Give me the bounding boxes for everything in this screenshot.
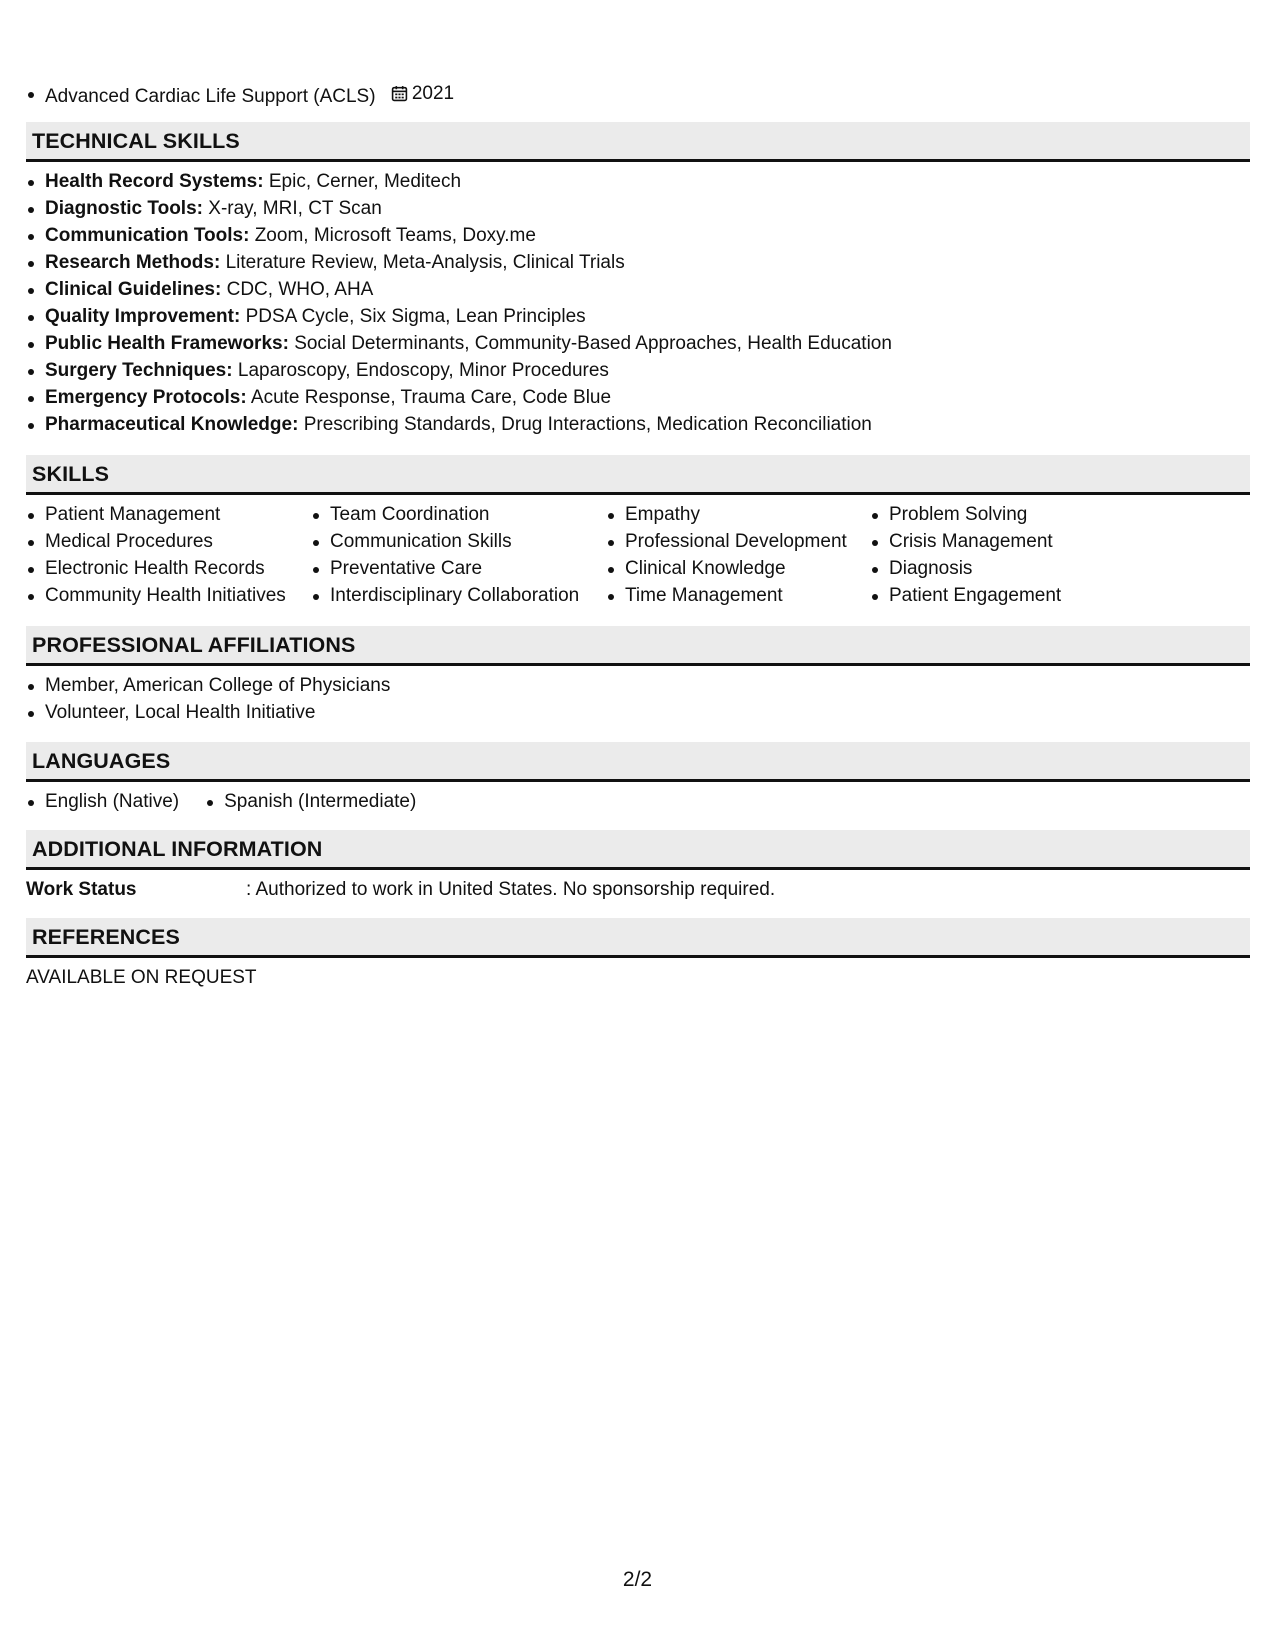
technical-skill-value: CDC, WHO, AHA bbox=[226, 279, 374, 300]
references-text: AVAILABLE ON REQUEST bbox=[26, 967, 257, 988]
affiliation-item: Member, American College of Physicians bbox=[26, 672, 1250, 699]
skill-item: Clinical Knowledge bbox=[606, 555, 870, 582]
languages-list bbox=[26, 788, 1250, 815]
technical-skill-item bbox=[26, 276, 1250, 303]
skill-item: Preventative Care bbox=[311, 555, 606, 582]
technical-skill-item bbox=[26, 222, 1250, 249]
skill-item: Professional Development bbox=[606, 528, 870, 555]
technical-skill-value: Zoom, Microsoft Teams, Doxy.me bbox=[254, 225, 536, 246]
technical-skills-section bbox=[26, 122, 1250, 438]
affiliation-item: Volunteer, Local Health Initiative bbox=[26, 699, 1250, 726]
technical-skill-item bbox=[26, 249, 1250, 276]
info-row-work-status bbox=[26, 876, 1250, 903]
section-title-skills: SKILLS bbox=[26, 455, 1250, 495]
skill-item: Crisis Management bbox=[870, 528, 1130, 555]
skill-item: Diagnosis bbox=[870, 555, 1130, 582]
skills-column bbox=[606, 501, 870, 609]
page-number: 2/2 bbox=[622, 1568, 653, 1591]
technical-skill-label: Emergency Protocols: bbox=[45, 387, 247, 408]
skill-item: Interdisciplinary Collaboration bbox=[311, 582, 606, 609]
certifications-list bbox=[26, 80, 454, 110]
skill-item: Electronic Health Records bbox=[26, 555, 311, 582]
skill-item: Problem Solving bbox=[870, 501, 1130, 528]
technical-skill-value: Laparoscopy, Endoscopy, Minor Procedures bbox=[237, 360, 609, 381]
affiliations-section bbox=[26, 626, 1250, 726]
skills-column bbox=[26, 501, 311, 609]
skill-item: Empathy bbox=[606, 501, 870, 528]
info-key: Work Status bbox=[26, 879, 137, 900]
certification-date bbox=[391, 80, 454, 107]
technical-skill-label: Communication Tools: bbox=[45, 225, 250, 246]
technical-skill-label: Public Health Frameworks: bbox=[45, 333, 289, 354]
section-title-technical-skills: TECHNICAL SKILLS bbox=[26, 122, 1250, 162]
languages-section bbox=[26, 742, 1250, 815]
skill-item: Communication Skills bbox=[311, 528, 606, 555]
technical-skill-value: Acute Response, Trauma Care, Code Blue bbox=[250, 387, 612, 408]
references-section bbox=[26, 918, 1250, 991]
technical-skill-item bbox=[26, 411, 1250, 438]
technical-skill-value: Literature Review, Meta-Analysis, Clinical Trials bbox=[225, 252, 625, 273]
additional-info-section bbox=[26, 830, 1250, 903]
section-title-references: REFERENCES bbox=[26, 918, 1250, 958]
technical-skill-label: Diagnostic Tools: bbox=[45, 198, 203, 219]
technical-skill-value: X-ray, MRI, CT Scan bbox=[208, 198, 382, 219]
technical-skill-value: Social Determinants, Community-Based Approaches, Health Education bbox=[294, 333, 892, 354]
certification-year: 2021 bbox=[411, 83, 455, 104]
skill-item: Time Management bbox=[606, 582, 870, 609]
skill-item: Patient Engagement bbox=[870, 582, 1130, 609]
technical-skill-label: Research Methods: bbox=[45, 252, 221, 273]
skills-section bbox=[26, 455, 1250, 609]
technical-skills-list bbox=[26, 168, 1250, 438]
section-title-languages: LANGUAGES bbox=[26, 742, 1250, 782]
technical-skill-value: Epic, Cerner, Meditech bbox=[268, 171, 462, 192]
technical-skill-item bbox=[26, 195, 1250, 222]
language-item: Spanish (Intermediate) bbox=[205, 788, 416, 815]
skills-grid bbox=[26, 501, 1250, 609]
section-title-affiliations: PROFESSIONAL AFFILIATIONS bbox=[26, 626, 1250, 666]
skill-item: Medical Procedures bbox=[26, 528, 311, 555]
affiliations-list bbox=[26, 672, 1250, 726]
technical-skill-item bbox=[26, 384, 1250, 411]
skill-item: Community Health Initiatives bbox=[26, 582, 311, 609]
certification-item bbox=[26, 80, 454, 110]
calendar-icon bbox=[391, 85, 408, 102]
skill-item: Patient Management bbox=[26, 501, 311, 528]
technical-skill-value: Prescribing Standards, Drug Interactions, Medication Reconciliation bbox=[303, 414, 872, 435]
technical-skill-item bbox=[26, 168, 1250, 195]
skills-column bbox=[870, 501, 1130, 609]
technical-skill-item bbox=[26, 357, 1250, 384]
skills-column bbox=[311, 501, 606, 609]
technical-skill-label: Quality Improvement: bbox=[45, 306, 241, 327]
technical-skill-label: Surgery Techniques: bbox=[45, 360, 233, 381]
skill-item: Team Coordination bbox=[311, 501, 606, 528]
technical-skill-label: Health Record Systems: bbox=[45, 171, 264, 192]
language-item: English (Native) bbox=[26, 788, 179, 815]
technical-skill-value: PDSA Cycle, Six Sigma, Lean Principles bbox=[245, 306, 586, 327]
info-value: : Authorized to work in United States. No sponsorship required. bbox=[246, 879, 776, 900]
certification-name: Advanced Cardiac Life Support (ACLS) bbox=[45, 86, 376, 107]
technical-skill-item bbox=[26, 303, 1250, 330]
section-title-additional-info: ADDITIONAL INFORMATION bbox=[26, 830, 1250, 870]
technical-skill-label: Pharmaceutical Knowledge: bbox=[45, 414, 299, 435]
technical-skill-item bbox=[26, 330, 1250, 357]
technical-skill-label: Clinical Guidelines: bbox=[45, 279, 222, 300]
